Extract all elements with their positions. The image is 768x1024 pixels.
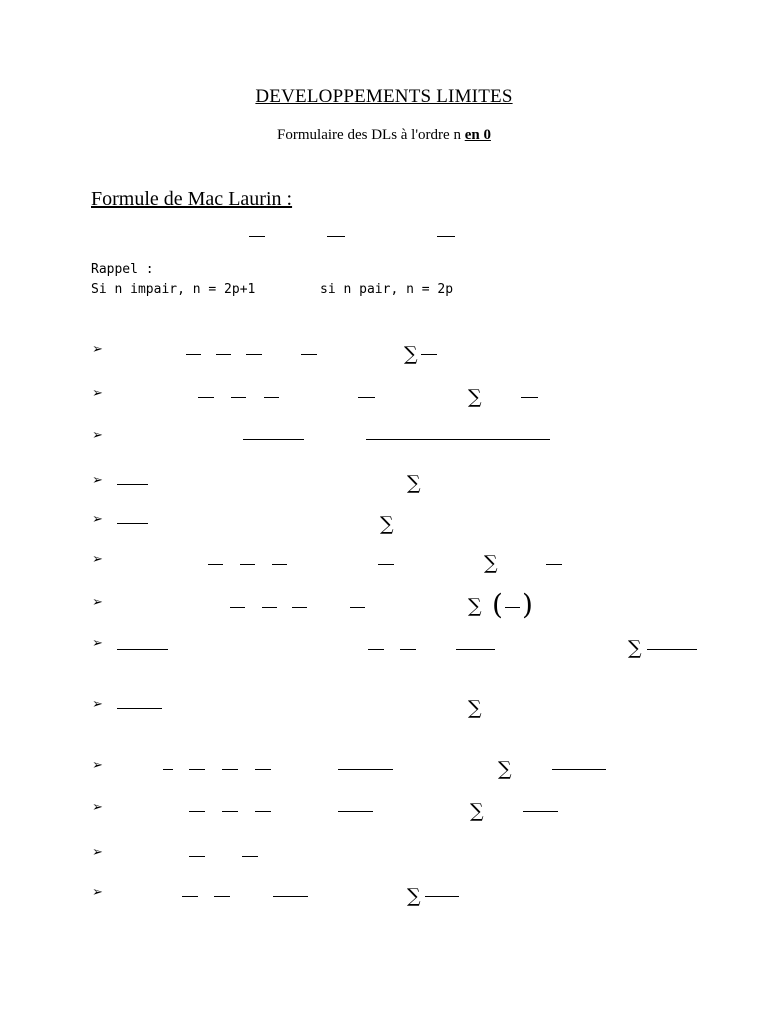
subtitle-text: Formulaire des DLs à l'ordre n	[277, 127, 461, 143]
fraction-bar	[117, 708, 162, 709]
fraction-bar	[437, 236, 455, 237]
fraction-bar	[523, 811, 558, 812]
bullet-icon: ➢	[92, 885, 103, 900]
bullet-icon: ➢	[92, 758, 103, 773]
fraction-bar	[327, 236, 345, 237]
fraction-bar	[425, 896, 459, 897]
fraction-bar	[242, 856, 258, 857]
fraction-bar	[189, 811, 205, 812]
fraction-bar	[186, 354, 201, 355]
fraction-bar	[262, 607, 277, 608]
bullet-icon: ➢	[92, 342, 103, 357]
bullet-icon: ➢	[92, 845, 103, 860]
bullet-icon: ➢	[92, 636, 103, 651]
sigma-icon: ∑	[470, 800, 484, 822]
bullet-icon: ➢	[92, 428, 103, 443]
sigma-icon: ∑	[628, 637, 642, 659]
fraction-bar	[214, 896, 230, 897]
fraction-bar	[230, 607, 245, 608]
fraction-bar	[368, 649, 384, 650]
fraction-bar	[216, 354, 231, 355]
fraction-bar	[647, 649, 697, 650]
fraction-bar	[358, 397, 375, 398]
sigma-icon: ∑	[484, 552, 498, 574]
fraction-bar	[117, 649, 168, 650]
fraction-bar	[255, 769, 271, 770]
rappel-odd: Si n impair, n = 2p+1	[91, 282, 256, 297]
page-subtitle	[0, 127, 768, 144]
fraction-bar	[182, 896, 198, 897]
fraction-bar	[240, 564, 255, 565]
right-parenthesis: )	[522, 588, 533, 621]
sigma-icon: ∑	[468, 386, 482, 408]
left-parenthesis: (	[492, 588, 503, 621]
sigma-icon: ∑	[498, 758, 512, 780]
sigma-icon: ∑	[407, 472, 421, 494]
fraction-bar	[301, 354, 317, 355]
fraction-bar	[255, 811, 271, 812]
fraction-bar	[264, 397, 279, 398]
fraction-bar	[272, 564, 287, 565]
section-heading-mac-laurin: Formule de Mac Laurin :	[91, 188, 293, 210]
fraction-bar	[378, 564, 394, 565]
fraction-bar	[366, 439, 550, 440]
sigma-icon: ∑	[380, 513, 394, 535]
sigma-icon: ∑	[468, 595, 482, 617]
fraction-bar	[552, 769, 606, 770]
fraction-bar	[243, 439, 304, 440]
fraction-bar	[546, 564, 562, 565]
fraction-bar	[117, 484, 148, 485]
fraction-bar	[338, 811, 373, 812]
rappel-even: si n pair, n = 2p	[320, 282, 454, 297]
fraction-bar	[292, 607, 307, 608]
fraction-bar	[246, 354, 262, 355]
fraction-bar	[421, 354, 437, 355]
fraction-bar	[338, 769, 393, 770]
bullet-icon: ➢	[92, 512, 103, 527]
fraction-bar	[189, 856, 205, 857]
bullet-icon: ➢	[92, 552, 103, 567]
fraction-bar	[521, 397, 538, 398]
page-title: DEVELOPPEMENTS LIMITES	[255, 86, 513, 107]
fraction-bar	[222, 811, 238, 812]
fraction-bar	[456, 649, 495, 650]
sigma-icon: ∑	[407, 885, 421, 907]
fraction-bar	[163, 769, 173, 770]
sigma-icon: ∑	[404, 343, 418, 365]
bullet-icon: ➢	[92, 800, 103, 815]
bullet-icon: ➢	[92, 386, 103, 401]
sigma-icon: ∑	[468, 697, 482, 719]
fraction-bar	[400, 649, 416, 650]
bullet-icon: ➢	[92, 697, 103, 712]
fraction-bar	[198, 397, 214, 398]
fraction-bar	[222, 769, 238, 770]
fraction-bar	[505, 607, 520, 608]
fraction-bar	[189, 769, 205, 770]
fraction-bar	[350, 607, 365, 608]
rappel-label: Rappel :	[91, 262, 154, 277]
subtitle-emphasis: en 0	[464, 127, 491, 143]
fraction-bar	[208, 564, 223, 565]
fraction-bar	[231, 397, 246, 398]
fraction-bar	[249, 236, 265, 237]
bullet-icon: ➢	[92, 595, 103, 610]
fraction-bar	[117, 523, 148, 524]
fraction-bar	[273, 896, 308, 897]
bullet-icon: ➢	[92, 473, 103, 488]
